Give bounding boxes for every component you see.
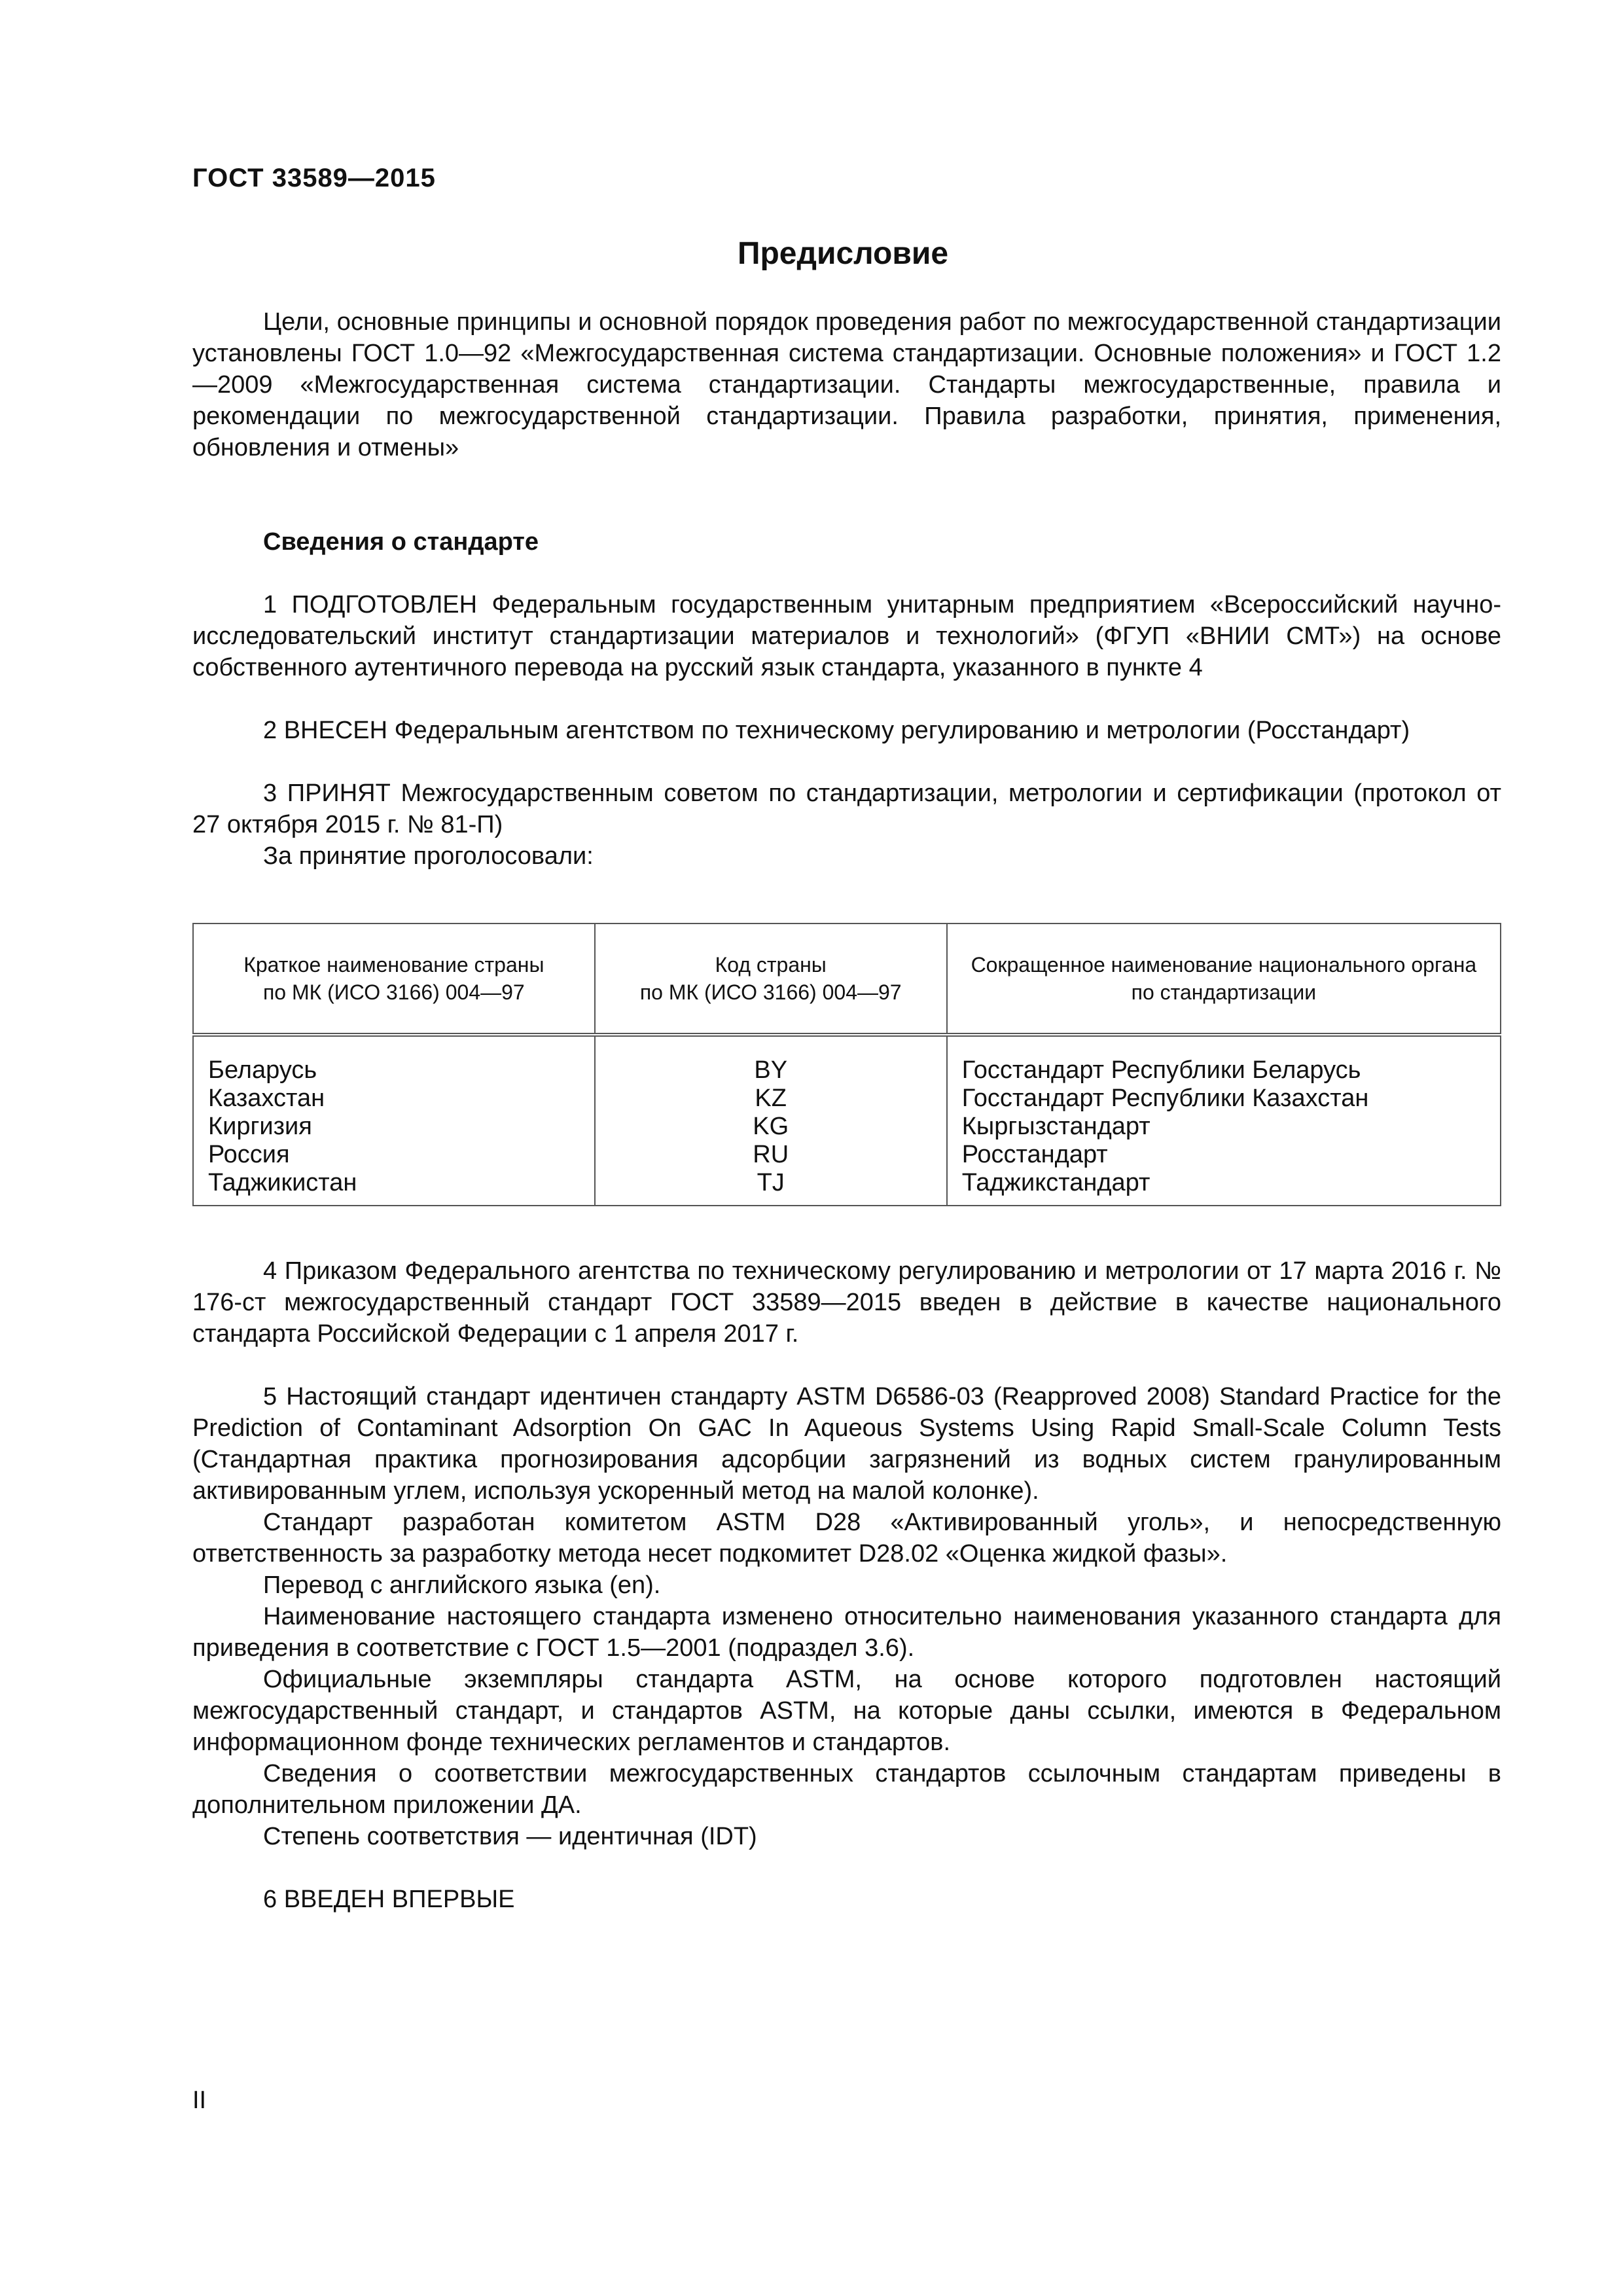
country-code: KG <box>753 1113 789 1140</box>
document-id: ГОСТ 33589—2015 <box>192 164 436 192</box>
item-5-official-copies: Официальные экземпляры стандарта ASTM, на основе которого подготовлен настоящий межгосударственный стандарт, и стандартов ASTM, на которые даны ссылки, имеются в Федеральном информационном фонде технических регламентов и стандартов. <box>192 1666 1501 1756</box>
national-body: Госстандарт Республики Беларусь <box>961 1056 1361 1084</box>
voting-table <box>192 923 1501 1206</box>
country-name: Беларусь <box>208 1056 317 1084</box>
country-code: RU <box>753 1141 789 1168</box>
item-6-paragraph: 6 ВВЕДЕН ВПЕРВЫЕ <box>263 1886 515 1913</box>
country-name: Россия <box>208 1141 290 1168</box>
country-names-cell <box>193 1035 595 1206</box>
national-body: Госстандарт Республики Казахстан <box>961 1085 1369 1112</box>
item-5-name-change: Наименование настоящего стандарта изменено относительно наименования указанного стандарта для приведения в соответствие с ГОСТ 1.5—2001 (подраздел 3.6). <box>192 1603 1501 1662</box>
country-code: BY <box>754 1056 788 1084</box>
header-country-code: Код страны по МК (ИСО 3166) 004—97 <box>595 924 947 1035</box>
item-5-developer: Стандарт разработан комитетом ASTM D28 «Активированный уголь», и непосредственную ответственность за разработку метода несет подкомитет D28.02 «Оценка жидкой фазы». <box>192 1509 1501 1568</box>
item-1-paragraph: 1 ПОДГОТОВЛЕН Федеральным государственным унитарным предприятием «Всероссийский научно-исследовательский институт стандартизации материалов и технологий» (ФГУП «ВНИИ СМТ») на основе собственного аутентичного перевода на русский язык стандарта, указанного в пункте 4 <box>192 591 1501 681</box>
page-number: II <box>192 2087 207 2114</box>
item-4-paragraph: 4 Приказом Федерального агентства по техническому регулированию и метрологии от 17 марта 2016 г. № 176-ст межгосударственный стандарт ГОСТ 33589—2015 введен в действие в качестве национального стандарта Российской Федерации с 1 апреля 2017 г. <box>192 1257 1501 1348</box>
preface-paragraph: Цели, основные принципы и основной порядок проведения работ по межгосударственной стандартизации установлены ГОСТ 1.0—92 «Межгосударственная система стандартизации. Основные положения» и ГОСТ 1.2—2009 «Межгосударственная система стандартизации. Стандарты межгосударственные, правила и рекомендации по межгосударственной стандартизации. Правила разработки, принятия, применения, обновления и отмены» <box>192 308 1501 461</box>
header-national-body: Сокращенное наименование национального органа по стандартизации <box>947 924 1501 1035</box>
table-row <box>193 1035 1501 1206</box>
national-body: Росстандарт <box>961 1141 1108 1168</box>
item-5-references: Сведения о соответствии межгосударственных стандартов ссылочным стандартам приведены в дополнительном приложении ДА. <box>192 1760 1501 1819</box>
national-body: Кыргызстандарт <box>961 1113 1150 1140</box>
country-name: Киргизия <box>208 1113 312 1140</box>
item-5-degree: Степень соответствия — идентичная (IDT) <box>263 1823 757 1850</box>
national-bodies-cell <box>947 1035 1501 1206</box>
item-2-paragraph: 2 ВНЕСЕН Федеральным агентством по техническому регулированию и метрологии (Росстандарт) <box>263 717 1410 744</box>
section-title: Предисловие <box>737 236 949 271</box>
header-country-name: Краткое наименование страны по МК (ИСО 3166) 004—97 <box>193 924 595 1035</box>
item-3-paragraph: 3 ПРИНЯТ Межгосударственным советом по стандартизации, метрологии и сертификации (протокол от 27 октября 2015 г. № 81-П) <box>192 780 1501 838</box>
info-heading: Сведения о стандарте <box>263 528 539 556</box>
national-body: Таджикстандарт <box>961 1169 1150 1196</box>
table-header-row <box>193 924 1501 1035</box>
country-code: KZ <box>755 1085 787 1112</box>
item-3-voted-label: За принятие проголосовали: <box>263 842 594 870</box>
info-block <box>192 526 1501 872</box>
country-name: Таджикистан <box>208 1169 357 1196</box>
country-codes-cell <box>595 1035 947 1206</box>
country-name: Казахстан <box>208 1085 325 1112</box>
preface-block <box>192 306 1501 463</box>
country-code: TJ <box>757 1169 785 1196</box>
details-block <box>192 1255 1501 1915</box>
item-5-paragraph: 5 Настоящий стандарт идентичен стандарту ASTM D6586-03 (Reapproved 2008) Standard Practice for the Prediction of Contaminant Adsorption On GAC In Aqueous Systems Using Rapid Small-Scale Column Tests (Стандартная практика прогнозирования адсорбции загрязнений из водных систем гранулированным активированным углем, используя ускоренный метод на малой колонке). <box>192 1383 1501 1505</box>
item-5-translation: Перевод с английского языка (en). <box>263 1571 661 1599</box>
